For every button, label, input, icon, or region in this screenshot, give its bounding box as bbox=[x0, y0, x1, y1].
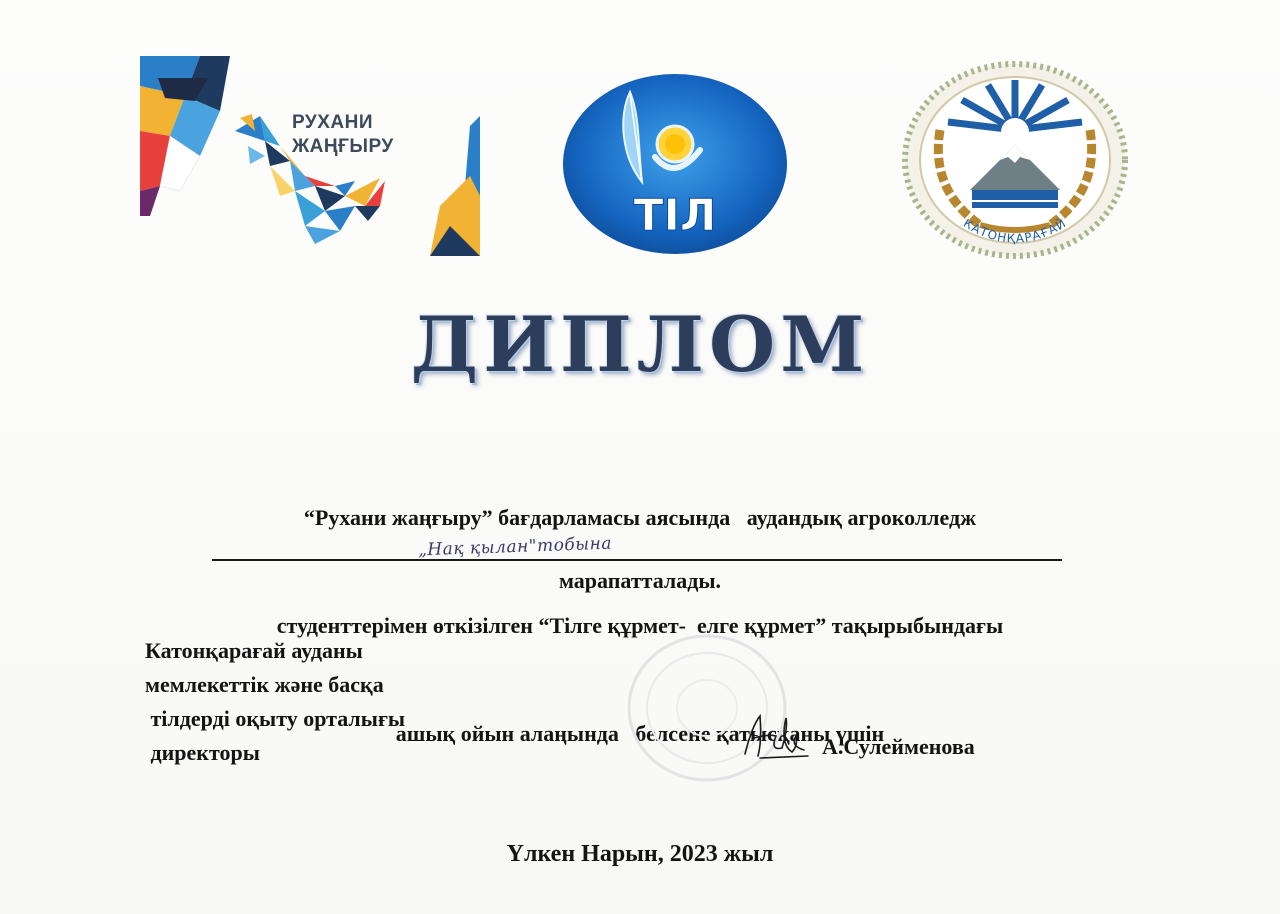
rukhani-logo-text bbox=[292, 111, 394, 159]
awarded-text bbox=[0, 566, 1280, 596]
body-line-3: ашық ойын алаңында белсене қатысқаны үшін bbox=[395, 721, 885, 746]
rukhani-logo-line2: ЖАҢҒЫРУ bbox=[292, 136, 394, 157]
signer-title bbox=[145, 634, 405, 770]
til-logo-graphic bbox=[560, 72, 790, 257]
place-and-year: Үлкен Нарын, 2023 жыл bbox=[506, 841, 774, 867]
body-line-2: студенттерімен өткізілген “Тілге құрмет- елге құрмет” тақырыбындағы bbox=[276, 613, 1004, 638]
signer-title-line-4: директоры bbox=[145, 740, 260, 765]
signature-graphic bbox=[740, 706, 810, 766]
emblem-text: КАТОНҚАРАҒАЙ bbox=[960, 215, 1070, 246]
recipient-fill-line bbox=[212, 559, 1062, 561]
emblem-graphic bbox=[900, 60, 1130, 260]
body-line-1: “Рухани жаңғыру” бағдарламасы аясында аудандық агроколледж bbox=[303, 505, 977, 530]
katonkaragai-emblem bbox=[900, 60, 1130, 260]
awarded-label: марапатталады. bbox=[558, 568, 722, 593]
til-logo-text: ТІЛ bbox=[633, 190, 717, 241]
diploma-title: ДИПЛОМ bbox=[410, 300, 870, 389]
signer-name: А.Сулейменова bbox=[822, 734, 975, 759]
signer-title-line-2: мемлекеттік және басқа bbox=[145, 672, 384, 697]
til-logo bbox=[560, 72, 790, 257]
signer-title-line-3: тілдерді оқыту орталығы bbox=[145, 706, 406, 731]
signer-title-line-1: Катонқарағай ауданы bbox=[145, 638, 363, 663]
rukhani-zhangyru-logo bbox=[140, 56, 480, 261]
recipient-handwritten: „Нақ қылан"тобына bbox=[417, 533, 613, 561]
signature bbox=[740, 706, 810, 766]
rukhani-logo-line1: РУХАНИ bbox=[292, 112, 374, 133]
